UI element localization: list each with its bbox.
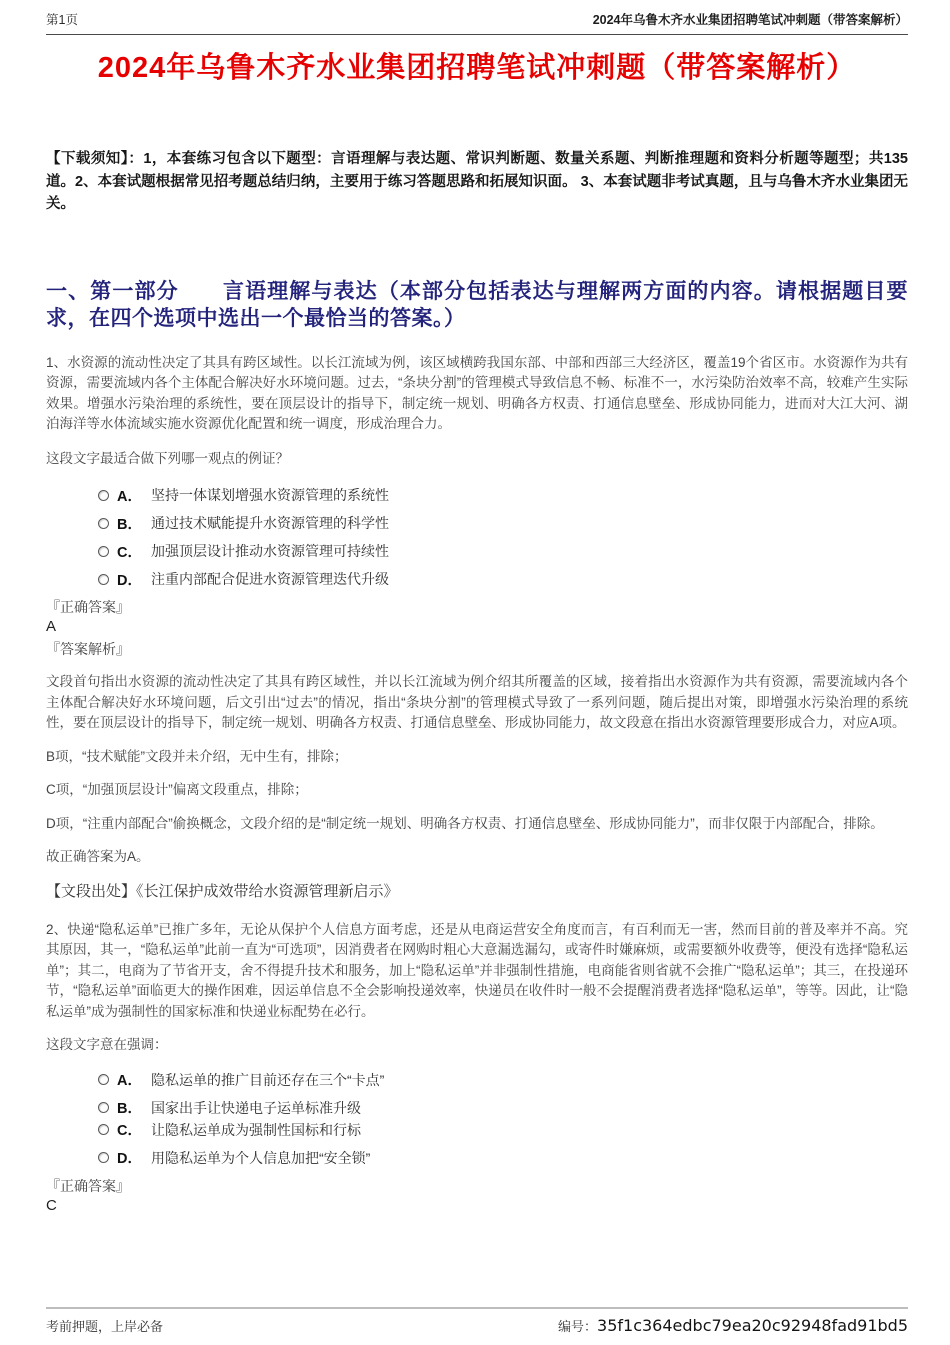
option-radio[interactable] [98,1074,109,1085]
option-radio[interactable] [98,1102,109,1113]
option-row [98,1120,908,1140]
page-footer [46,1307,908,1345]
footer-id-value: 35f1c364edbc79ea20c92948fad91bd5 [597,1316,908,1335]
analysis-paragraph: D项，“注重内部配合”偷换概念，文段介绍的是“制定统一规划、明确各方权责、打通信息壁垒、形成协同能力”，而非仅限于内部配合，排除。 [46,815,884,831]
option-letter: B． [117,1101,142,1117]
option-text: 通过技术赋能提升水资源管理的科学性 [151,515,389,531]
question1-stem: 1、水资源的流动性决定了其具有跨区域性。以长江流域为例，该区域横跨我国东部、中部和西部三大经济区，覆盖19个省区市。水资源作为共有资源，需要流域内各个主体配合解决好水环境问题。过去，“条块分割”的管理模式导致信息不畅、标准不一，水污染防治效率不高，较难产生实际效果。增强水污染治理的系统性，要在顶层设计的指导下，制定统一规划、明确各方权责、打通信息壁垒、形成协同能力，进而对大江大河、湖泊海洋等水体流域实施水资源优化配置和统一调度，形成治理合力。 [46,354,908,431]
option-text: 隐私运单的推广目前还存在三个“卡点” [151,1071,385,1088]
question2-prompt: 这段文字意在强调： [46,1037,168,1052]
analysis-paragraph: 文段首句指出水资源的流动性决定了其具有跨区域性，并以长江流域为例介绍其所覆盖的区域，接着指出水资源作为共有资源，需要流域内各个主体配合解决好水环境问题，后文引出“过去”的情况，指出“条块分割”的管理模式导致了一系列问题，随后提出对策，即增强水污染治理的系统性，要在顶层设计的指导下，制定统一规划、明确各方权责、打通信息壁垒、形成协同能力，故文段意在指出水资源管理要形成合力，对应A项。 [46,674,908,730]
analysis-paragraph: 故正确答案为A。 [46,849,150,864]
source-line: 【文段出处】《长江保护成效带给水资源管理新启示》 [46,882,399,900]
option-row [98,513,908,533]
analysis-label: 『答案解析』 [46,641,130,657]
section-heading: 一、第一部分 言语理解与表达（本部分包括表达与理解两方面的内容。请根据题目要求，在四个选项中选出一个最恰当的答案。） [46,279,908,330]
option-letter: A． [117,1073,142,1089]
option-radio[interactable] [98,1124,109,1135]
page-header [46,10,908,35]
correct-answer-value: A [46,618,57,635]
footer-id [558,1316,908,1335]
option-row [98,1098,908,1118]
option-text: 让隐私运单成为强制性国标和行标 [151,1121,361,1138]
option-letter: C． [117,544,142,561]
option-letter: A． [117,488,142,505]
option-text: 国家出手让快递电子运单标准升级 [151,1099,361,1116]
option-radio[interactable] [98,1152,109,1163]
question1-options-list [98,485,908,589]
option-row [98,569,908,589]
option-letter: C． [117,1123,142,1139]
question1-prompt: 这段文字最适合做下列哪一观点的例证？ [46,450,289,466]
correct-answer-label: 『正确答案』 [46,1177,130,1194]
option-text: 注重内部配合促进水资源管理迭代升级 [151,571,389,587]
option-radio[interactable] [98,518,109,529]
correct-answer-label: 『正确答案』 [46,599,130,615]
option-radio[interactable] [98,574,109,585]
option-row [98,541,908,561]
analysis-paragraph: C项，“加强顶层设计”偏离文段重点，排除； [46,782,308,797]
option-radio[interactable] [98,546,109,557]
option-letter: D． [117,1151,142,1167]
footer-slogan: 考前押题，上岸必备 [46,1319,164,1334]
footer-id-label: 编号： [558,1319,598,1334]
option-row [98,1148,908,1168]
header-doc-title: 2024年乌鲁木齐水业集团招聘笔试冲刺题（带答案解析） [592,13,908,27]
option-letter: D． [117,572,142,589]
page-title: 2024年乌鲁木齐水业集团招聘笔试冲刺题（带答案解析） [97,52,857,84]
option-row [98,485,908,505]
question2-options-list [98,1070,908,1168]
option-row [98,1070,908,1090]
question2-stem: 2、快递“隐私运单”已推广多年，无论从保护个人信息方面考虑，还是从电商运营安全角度而言，有百利而无一害，然而目前的普及率并不高。究其原因，其一，“隐私运单”此前一直为“可选项”，因消费者在网购时粗心大意漏选漏勾，或寄件时嫌麻烦，或需要额外收费等，便没有选择“隐私运单”；其二，电商为了节省开支，舍不得提升技术和服务，加上“隐私运单”并非强制性措施，电商能省则省就不会推广“隐私运单”；其三，在投递环节，“隐私运单”面临更大的操作困难，因运单信息不全会影响投递效率，快递员在收件时一般不会提醒消费者选择“隐私运单”，等等。因此，让“隐私运单”成为强制性的国家标准和快递业标配势在必行。 [46,921,908,1019]
option-text: 用隐私运单为个人信息加把“安全锁” [151,1149,371,1166]
analysis-paragraph: B项，“技术赋能”文段并未介绍，无中生有，排除； [46,748,348,764]
option-letter: B． [117,516,142,533]
correct-answer-value: C [46,1196,57,1214]
download-notice: 【下载须知】：1，本套练习包含以下题型：言语理解与表达题、常识判断题、数量关系题、判断推理题和资料分析题等题型；共135道。2、本套试题根据常见招考题总结归纳，主要用于练习答题思路和拓展知识面。 3、本套试题非考试真题，且与乌鲁木齐水业集团无关。 [46,151,908,212]
option-text: 加强顶层设计推动水资源管理可持续性 [151,543,389,559]
page-number: 第1页 [46,13,78,27]
option-radio[interactable] [98,490,109,501]
option-text: 坚持一体谋划增强水资源管理的系统性 [151,487,389,503]
